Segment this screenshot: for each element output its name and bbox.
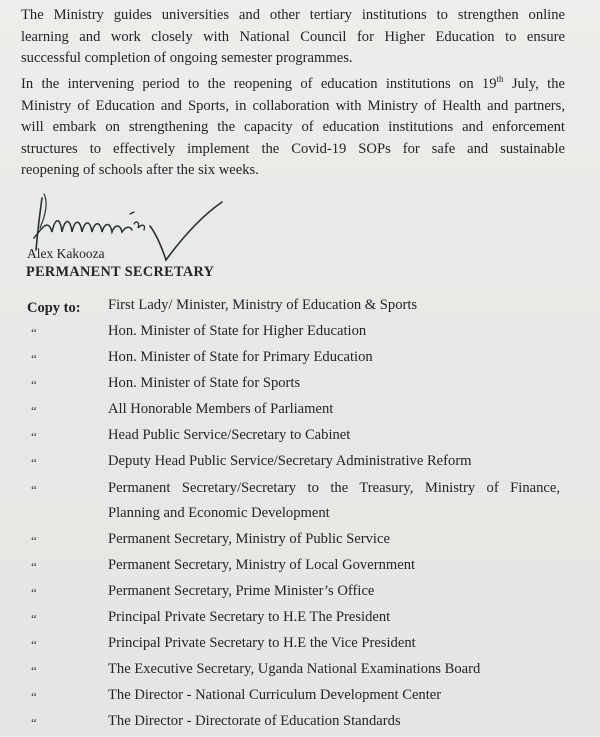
list-item xyxy=(0,713,600,737)
list-item xyxy=(0,401,600,425)
ditto-mark: “ xyxy=(31,689,37,704)
recipient-text: Permanent Secretary, Ministry of Local Government xyxy=(108,557,416,573)
copy-to-label: Copy to: xyxy=(27,300,81,316)
recipient-text: Principal Private Secretary to H.E The President xyxy=(108,609,391,625)
list-item xyxy=(0,687,600,711)
list-item xyxy=(0,609,600,633)
list-item xyxy=(0,583,600,607)
list-item xyxy=(0,427,600,451)
ditto-mark: “ xyxy=(31,533,37,548)
ditto-mark: “ xyxy=(31,325,37,340)
ditto-mark: “ xyxy=(31,429,37,444)
ditto-mark: “ xyxy=(31,377,37,392)
ditto-mark: “ xyxy=(31,403,37,418)
paragraph-line: structures to effectively implement the Covid-19 SOPs for safe and sustainable xyxy=(21,140,565,157)
paragraph-online-learning xyxy=(21,5,565,70)
list-item xyxy=(0,635,600,659)
recipient-text: Permanent Secretary/Secretary to the Treasury, Ministry of Finance, xyxy=(108,480,560,496)
signatory-title: PERMANENT SECRETARY xyxy=(26,264,215,280)
list-item xyxy=(0,557,600,581)
recipient-text: Hon. Minister of State for Primary Education xyxy=(108,349,373,365)
ditto-mark: “ xyxy=(31,559,37,574)
paragraph-reopening xyxy=(21,74,565,182)
recipient-text: Permanent Secretary, Ministry of Public Service xyxy=(108,531,390,547)
paragraph-line: The Ministry guides universities and other tertiary institutions to strengthen online xyxy=(21,7,565,23)
recipient-text-continued: Planning and Economic Development xyxy=(108,505,330,521)
paragraph-line: Ministry of Education and Sports, in collaboration with Ministry of Health and partners, xyxy=(21,97,565,114)
list-item xyxy=(0,505,600,529)
recipient-text: First Lady/ Minister, Ministry of Education & Sports xyxy=(108,297,418,313)
list-item xyxy=(0,323,600,347)
ditto-mark: “ xyxy=(31,585,37,600)
list-item xyxy=(0,297,600,321)
ditto-mark: “ xyxy=(31,611,37,626)
paragraph-line xyxy=(21,74,565,96)
recipient-text: Principal Private Secretary to H.E the Vice President xyxy=(108,635,416,651)
ditto-mark: “ xyxy=(31,637,37,652)
ditto-mark: “ xyxy=(31,715,37,730)
paragraph-line: will embark on strengthening the capacity of education institutions and enforcement xyxy=(21,119,565,135)
ditto-mark: “ xyxy=(31,482,37,497)
ditto-mark: “ xyxy=(31,455,37,470)
ditto-mark: “ xyxy=(31,663,37,678)
recipient-text: The Director - Directorate of Education Standards xyxy=(108,713,401,729)
paragraph-line: learning and work closely with National Council for Higher Education to ensure xyxy=(21,28,565,45)
recipient-text: The Executive Secretary, Uganda National Examinations Board xyxy=(108,661,481,677)
recipient-text: Head Public Service/Secretary to Cabinet xyxy=(108,427,351,443)
list-item xyxy=(0,375,600,399)
recipient-text: Hon. Minister of State for Sports xyxy=(108,375,301,391)
paragraph-text: In the intervening period to the reopening of education institutions on 19 xyxy=(21,76,497,92)
ordinal-suffix: th xyxy=(496,74,504,85)
recipient-text: Permanent Secretary, Prime Minister’s Office xyxy=(108,583,375,599)
recipient-text: Hon. Minister of State for Higher Education xyxy=(108,323,367,339)
recipient-text: All Honorable Members of Parliament xyxy=(108,401,334,417)
paragraph-text: July, the xyxy=(503,76,565,92)
list-item xyxy=(0,531,600,555)
list-item xyxy=(0,349,600,373)
signatory-name: Alex Kakooza xyxy=(27,246,105,261)
paragraph-line: successful completion of ongoing semester programmes. xyxy=(21,50,353,66)
list-item xyxy=(0,453,600,477)
recipient-text: Deputy Head Public Service/Secretary Administrative Reform xyxy=(108,453,472,469)
ditto-mark: “ xyxy=(31,351,37,366)
list-item xyxy=(0,480,600,504)
paragraph-line: reopening of schools after the six weeks. xyxy=(21,162,259,178)
list-item xyxy=(0,661,600,685)
recipient-text: The Director - National Curriculum Development Center xyxy=(108,687,442,703)
